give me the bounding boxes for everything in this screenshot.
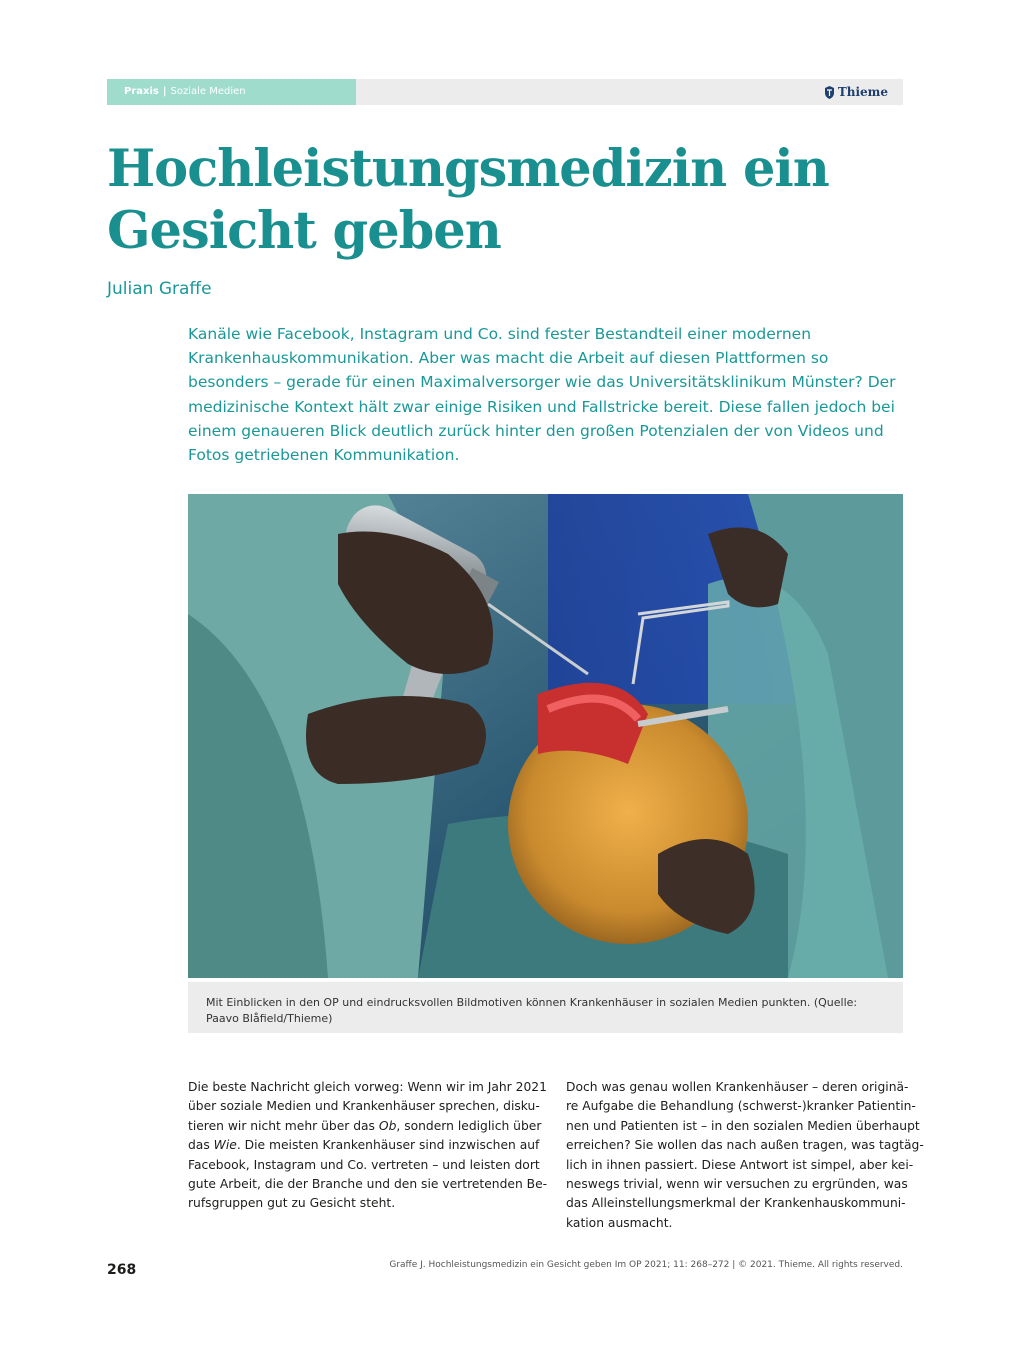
text-line: rufsgruppen gut zu Gesicht steht. (188, 1196, 396, 1211)
body-column-left (188, 1078, 548, 1214)
subsection-label: Soziale Medien (170, 86, 246, 97)
section-separator: | (162, 86, 167, 97)
text-line: erreichen? Sie wollen das nach außen tragen, was tagtäg- (566, 1138, 924, 1153)
brand-logo (824, 79, 888, 105)
emphasis-ob: Ob (378, 1118, 397, 1133)
page-number: 268 (107, 1262, 137, 1278)
surgery-photo (188, 494, 903, 978)
text-line: Die beste Nachricht gleich vorweg: Wenn wir im Jahr 2021 (188, 1080, 547, 1094)
header-bar (107, 79, 903, 105)
text-line: re Aufgabe die Behandlung (schwerst-)kranker Patientin- (566, 1099, 916, 1114)
text-line: das Wie. Die meisten Krankenhäuser sind inzwischen auf (188, 1138, 540, 1153)
figure-caption: Mit Einblicken in den OP und eindrucksvollen Bildmotiven können Krankenhäuser in sozialen Medien punkten. (Quelle: Paavo Blåfield/Thieme) (188, 982, 903, 1033)
citation-line: Graffe J. Hochleistungsmedizin ein Gesicht geben Im OP 2021; 11: 268–272 | © 2021. Thieme. All rights reserved. (389, 1260, 903, 1270)
text-line: nen und Patienten ist – in den sozialen Medien überhaupt (566, 1118, 920, 1133)
text-line: Doch was genau wollen Krankenhäuser – deren originä- (566, 1080, 909, 1094)
emphasis-wie: Wie (213, 1138, 237, 1153)
text-line: tieren wir nicht mehr über das Ob, sondern lediglich über (188, 1118, 542, 1133)
text-line: neswegs trivial, wenn wir versuchen zu ergründen, was (566, 1177, 908, 1192)
section-tag (107, 79, 356, 105)
section-label: Praxis (124, 86, 159, 97)
text-line: kation ausmacht. (566, 1215, 673, 1230)
text-line: über soziale Medien und Krankenhäuser sprechen, disku- (188, 1099, 540, 1114)
text-line: das Alleinstellungsmerkmal der Krankenhauskommuni- (566, 1196, 906, 1211)
text-line: gute Arbeit, die der Branche und den sie vertretenden Be- (188, 1177, 548, 1192)
body-column-right (566, 1078, 924, 1233)
article-author: Julian Graffe (107, 279, 212, 299)
thieme-logo-icon (824, 86, 835, 99)
text-line: Facebook, Instagram und Co. vertreten – und leisten dort (188, 1157, 540, 1172)
brand-name: Thieme (837, 85, 888, 99)
text-line: lich in ihnen passiert. Diese Antwort ist simpel, aber kei- (566, 1157, 914, 1172)
article-title: Hochleistungsmedizin ein Gesicht geben (107, 139, 829, 261)
article-abstract: Kanäle wie Facebook, Instagram und Co. sind fester Bestandteil einer modernen Krankenhauskommunikation. Aber was macht die Arbeit auf diesen Plattformen so besonders – gerade für einen Maximalversorger wie das Universitätsklinikum Münster? Der medizinische Kontext hält zwar einige Risiken und Fallstricke bereit. Diese fallen jedoch bei einem genaueren Blick deutlich zurück hinter den großen Potenzialen der von Videos und Fotos getriebenen Kommunikation. (188, 325, 896, 465)
